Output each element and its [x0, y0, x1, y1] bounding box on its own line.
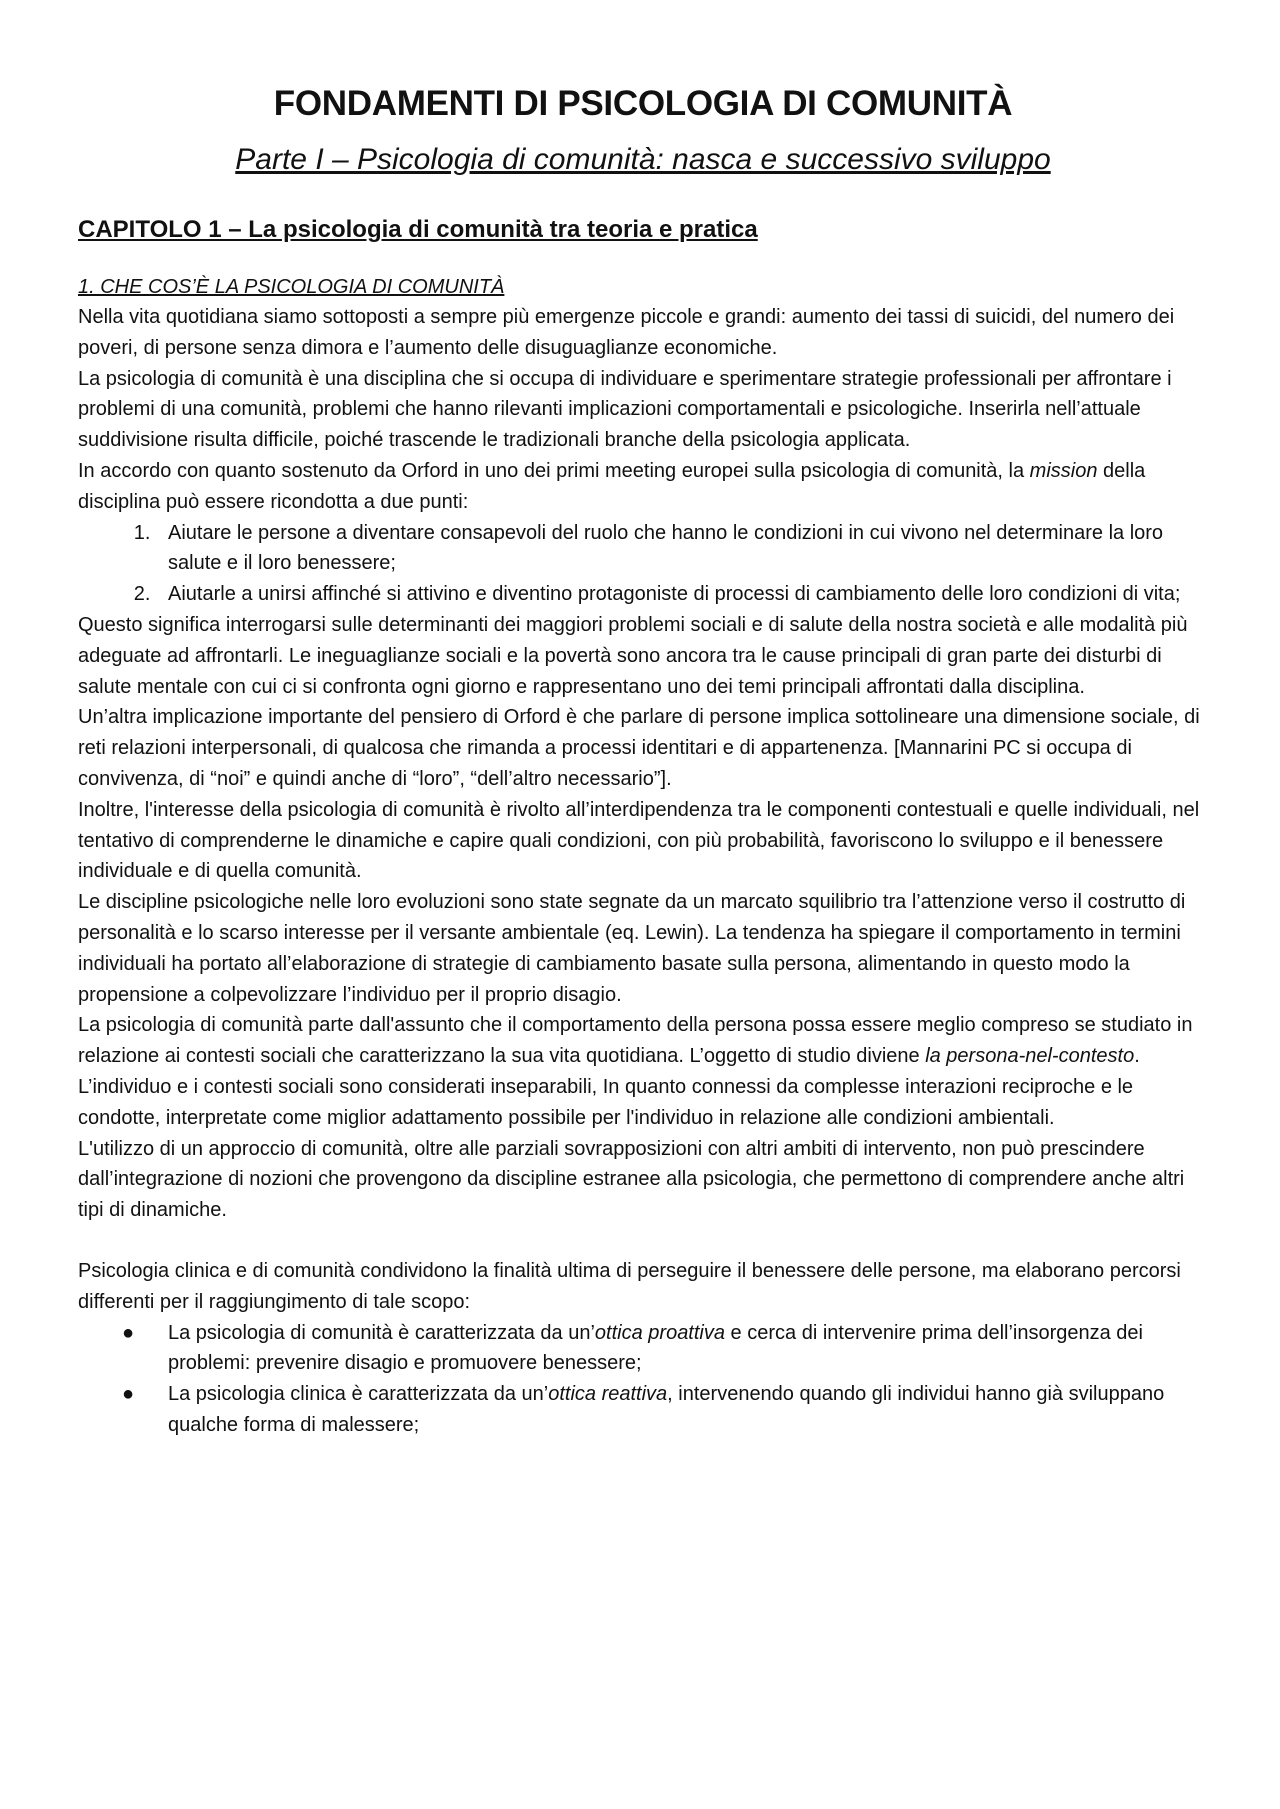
document-title: FONDAMENTI DI PSICOLOGIA DI COMUNITÀ	[273, 84, 1013, 123]
mission-list	[78, 518, 1208, 610]
paragraph-3	[78, 456, 1208, 518]
blank-line	[78, 1226, 1208, 1256]
document-page	[78, 82, 1208, 1441]
list-item	[122, 1379, 1208, 1441]
list-item	[122, 1318, 1208, 1380]
paragraph-8-emphasis: la persona-nel-contesto	[925, 1045, 1135, 1068]
paragraph-3-text-a: In accordo con quanto sostenuto da Orford in uno dei primi meeting europei sulla psicologia di comunità, la	[78, 459, 1030, 482]
paragraph-1: Nella vita quotidiana siamo sottoposti a sempre più emergenze piccole e grandi: aumento dei tassi di suicidi, del numero dei poveri, di persone senza dimora e l’aumento delle disuguaglianze economiche.	[78, 306, 1175, 359]
list-item: 1. Aiutare le persone a diventare consapevoli del ruolo che hanno le condizioni in cui vivono nel determinare la loro salute e il loro benessere;	[156, 518, 1208, 580]
bullet-icon: ●	[122, 1383, 135, 1406]
paragraph-2: La psicologia di comunità è una disciplina che si occupa di individuare e sperimentare strategie professionali per affrontare i problemi di una comunità, problemi che hanno rilevanti implicazioni comportamentali e psicologiche. Inserirla nell’attuale suddivisione risulta difficile, poiché trascende le tradizionali branche della psicologia applicata.	[78, 367, 1172, 452]
list-item-emphasis: ottica reattiva	[548, 1383, 668, 1406]
chapter-heading: CAPITOLO 1 – La psicologia di comunità tra teoria e pratica	[78, 216, 758, 243]
paragraph-6: Inoltre, l'interesse della psicologia di comunità è rivolto all’interdipendenza tra le componenti contestuali e quelle individuali, nel tentativo di comprenderne le dinamiche e capire quali condizioni, con più probabilità, favoriscono lo sviluppo e il benessere individuale e di quella comunità.	[78, 798, 1200, 883]
document-subtitle: Parte I – Psicologia di comunità: nasca e successivo sviluppo	[235, 143, 1051, 176]
section-heading: 1. CHE COS’È LA PSICOLOGIA DI COMUNITÀ	[78, 276, 505, 298]
paragraph-3-text-b: della disciplina può essere ricondotta a due punti:	[78, 459, 1146, 513]
paragraph-10: Psicologia clinica e di comunità condividono la finalità ultima di perseguire il benessere delle persone, ma elaborano percorsi differenti per il raggiungimento di tale scopo:	[78, 1259, 1181, 1313]
bullet-icon: ●	[122, 1321, 135, 1344]
list-item-text-a: La psicologia di comunità è caratterizzata da un’	[168, 1321, 595, 1344]
paragraph-3-emphasis: mission	[1029, 459, 1098, 482]
paragraph-8-text-a: La psicologia di comunità parte dall'assunto che il comportamento della persona possa essere meglio compreso se studiato in relazione ai contesti sociali che caratterizzano la sua vita quotidiana. L’oggetto di studio diviene	[78, 1014, 1193, 1068]
paragraph-8-text-b: . L’individuo e i contesti sociali sono considerati inseparabili, In quanto connessi da complesse interazioni reciproche e le condotte, interpretate come miglior adattamento possibile per l'individuo in relazione alle condizioni ambientali.	[78, 1045, 1140, 1129]
paragraph-5: Un’altra implicazione importante del pensiero di Orford è che parlare di persone implica sottolineare una dimensione sociale, di reti relazioni interpersonali, di qualcosa che rimanda a processi identitari e di appartenenza. [Mannarini PC si occupa di convivenza, di “noi” e quindi anche di “loro”, “dell’altro necessario”].	[78, 706, 1200, 790]
list-item: 2. Aiutarle a unirsi affinché si attivino e diventino protagoniste di processi di cambiamento delle loro condizioni di vita;	[156, 579, 1208, 610]
comparison-list	[78, 1318, 1208, 1441]
list-item-text-b: , intervenendo quando gli individui hanno già sviluppano qualche forma di malessere;	[168, 1383, 1165, 1436]
paragraph-7: Le discipline psicologiche nelle loro evoluzioni sono state segnate da un marcato squilibrio tra l’attenzione verso il costrutto di personalità e lo scarso interesse per il versante ambientale (eq. Lewin). La tendenza ha spiegare il comportamento in termini individuali ha portato all’elaborazione di strategie di cambiamento basate sulla persona, alimentando in questo modo la propensione a colpevolizzare l’individuo per il proprio disagio.	[78, 891, 1186, 1006]
list-item-text-b: e cerca di intervenire prima dell’insorgenza dei problemi: prevenire disagio e promuovere benessere;	[168, 1321, 1143, 1375]
list-item-emphasis: ottica proattiva	[594, 1321, 725, 1344]
paragraph-4: Questo significa interrogarsi sulle determinanti dei maggiori problemi sociali e di salute della nostra società e alle modalità più adeguate ad affrontarli. Le ineguaglianze sociali e la povertà sono ancora tra le cause principali di gran parte dei disturbi di salute mentale con cui ci si confronta ogni giorno e rappresentano uno dei temi principali affrontati dalla disciplina.	[78, 613, 1188, 698]
paragraph-8	[78, 1010, 1208, 1133]
list-item-text-a: La psicologia clinica è caratterizzata da un’	[168, 1383, 549, 1406]
paragraph-9: L'utilizzo di un approccio di comunità, oltre alle parziali sovrapposizioni con altri ambiti di intervento, non può prescindere dall’integrazione di nozioni che provengono da discipline estranee alla psicologia, che permettono di comprendere anche altri tipi di dinamiche.	[78, 1137, 1185, 1222]
